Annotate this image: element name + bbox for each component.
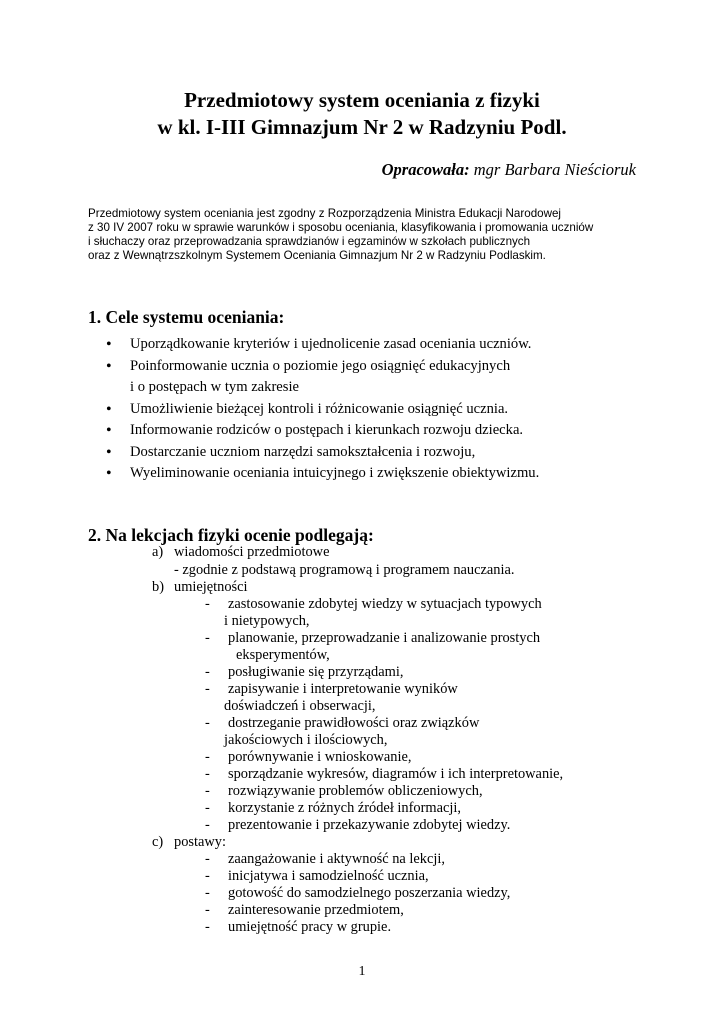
list-item: inicjatywa i samodzielność ucznia, [228,868,429,884]
item-c-text: postawy: [174,834,226,850]
list-item: zaangażowanie i aktywność na lekcji, [228,851,445,867]
list-item: zainteresowanie przedmiotem, [228,902,404,918]
dash-icon: - [205,800,210,816]
list-item: sporządzanie wykresów, diagramów i ich interpretowanie, [228,766,564,782]
list-item: prezentowanie i przekazywanie zdobytej wiedzy. [228,817,511,833]
list-item: zastosowanie zdobytej wiedzy w sytuacjach typowych [228,596,542,612]
item-a-sub: - zgodnie z podstawą programową i programem nauczania. [174,562,515,578]
bullet-icon: • [106,401,112,418]
section-1-heading: 1. Cele systemu oceniania: [88,307,285,327]
list-item-continuation: doświadczeń i obserwacji, [224,698,376,714]
dash-icon: - [205,630,210,646]
list-item: gotowość do samodzielnego poszerzania wiedzy, [228,885,511,901]
list-item: rozwiązywanie problemów obliczeniowych, [228,783,483,799]
list-item: • Poinformowanie ucznia o poziomie jego osiągnięć edukacyjnych [106,358,511,375]
title-line-1: Przedmiotowy system oceniania z fizyki [184,88,540,112]
intro-line: oraz z Wewnątrzszkolnym Systemem Oceniania Gimnazjum Nr 2 w Radzyniu Podlaskim. [88,249,546,262]
title-line-2: w kl. I-III Gimnazjum Nr 2 w Radzyniu Podl. [157,115,567,139]
bullet-icon: • [106,336,112,353]
dash-icon: - [205,715,210,731]
author-name: mgr Barbara Nieścioruk [469,160,636,179]
intro-line: Przedmiotowy system oceniania jest zgodny z Rozporządzenia Ministra Edukacji Narodowej [88,207,561,220]
list-item-continuation: i nietypowych, [224,613,310,629]
bullet-icon: • [106,358,112,375]
author-line [382,160,636,180]
bullet-icon: • [106,465,112,482]
page-number: 1 [358,964,366,979]
intro-line: i słuchaczy oraz przeprowadzania sprawdzianów i egzaminów w szkołach publicznych [88,235,531,248]
section-2-heading: 2. Na lekcjach fizyki ocenie podlegają: [88,525,374,545]
list-item: posługiwanie się przyrządami, [228,664,404,680]
item-b-text: umiejętności [174,579,248,595]
intro-line: z 30 IV 2007 roku w sprawie warunków i sposobu oceniania, klasyfikowania i promowania uczniów [88,221,594,234]
dash-icon: - [205,749,210,765]
bullet-icon: • [106,444,112,461]
list-item: • Dostarczanie uczniom narzędzi samokształcenia i rozwoju, [106,444,476,461]
list-item-continuation: eksperymentów, [236,647,330,663]
item-b-label: b) [152,579,164,595]
item-a-text: wiadomości przedmiotowe [174,544,330,560]
dash-icon: - [205,885,210,901]
dash-icon: - [205,681,210,697]
dash-icon: - [205,766,210,782]
list-item: porównywanie i wnioskowanie, [228,749,412,765]
dash-icon: - [205,783,210,799]
list-item: • Wyeliminowanie oceniania intuicyjnego i zwiększenie obiektywizmu. [106,465,540,482]
list-item: • Umożliwienie bieżącej kontroli i różnicowanie osiągnięć ucznia. [106,401,509,418]
list-item: korzystanie z różnych źródeł informacji, [228,800,461,816]
dash-icon: - [205,919,210,935]
dash-icon: - [205,817,210,833]
item-c-label: c) [152,834,164,850]
list-item-continuation: jakościowych i ilościowych, [224,732,388,748]
dash-icon: - [205,851,210,867]
bullet-icon: • [106,422,112,439]
intro-paragraph [88,207,648,263]
list-item: planowanie, przeprowadzanie i analizowanie prostych [228,630,541,646]
list-item: umiejętność pracy w grupie. [228,919,392,935]
dash-icon: - [205,902,210,918]
author-label: Opracowała: [381,160,470,179]
list-item: • Uporządkowanie kryteriów i ujednolicenie zasad oceniania uczniów. [106,336,532,353]
item-a-label: a) [152,544,164,560]
list-item: zapisywanie i interpretowanie wyników [228,681,458,697]
list-item-continuation: i o postępach w tym zakresie [130,379,299,395]
dash-icon: - [205,868,210,884]
list-item: dostrzeganie prawidłowości oraz związków [228,715,480,731]
dash-icon: - [205,596,210,612]
dash-icon: - [205,664,210,680]
list-item: • Informowanie rodziców o postępach i kierunkach rozwoju dziecka. [106,422,524,439]
